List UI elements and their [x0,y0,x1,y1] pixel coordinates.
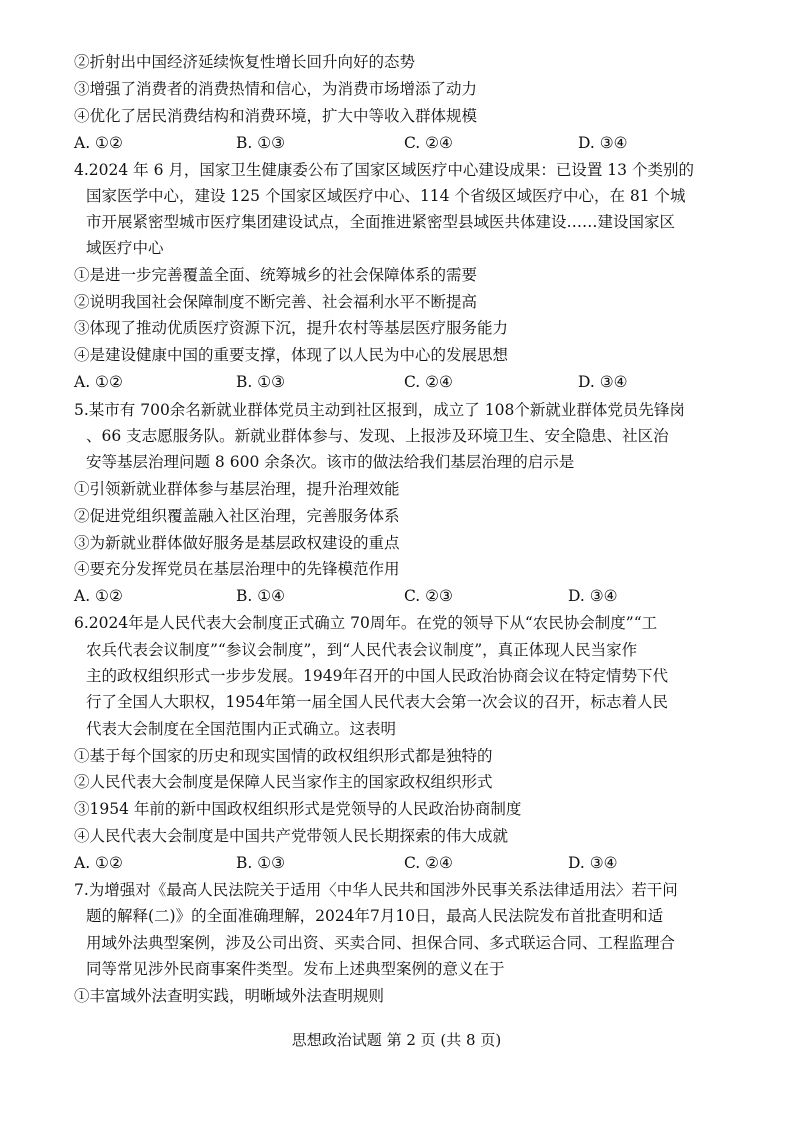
q6-stem-line-4: 行了全国人大职权，1954年第一届全国人民代表大会第一次会议的召开，标志着人民 [86,693,668,711]
q4-item-1: ①是进一步完善覆盖全面、统筹城乡的社会保障体系的需要 [74,266,478,284]
q5-item-2: ②促进党组织覆盖融入社区治理，完善服务体系 [74,507,400,525]
q3-item-2: ②折射出中国经济延续恢复性增长回升向好的态势 [74,53,416,71]
q7-stem-line-1: 7.为增强对《最高人民法院关于适用〈中华人民共和国涉外民事关系法律适用法〉若干问 [74,881,678,899]
q5-options [74,586,674,606]
q4-option-a: A. ①② [74,373,123,391]
q4-item-2: ②说明我国社会保障制度不断完善、社会福利水平不断提高 [74,293,478,311]
q7-stem-line-2: 题的解释(二)》的全面准确理解，2024年7月10日，最高人民法院发布首批查明和适 [86,907,664,925]
q6-stem-line-1: 6.2024年是人民代表大会制度正式确立 70周年。在党的领导下从“农民协会制度”“工 [74,614,658,632]
q4-option-c: C. ②④ [404,373,453,391]
q5-stem-line-1: 5.某市有 700余名新就业群体党员主动到社区报到，成立了 108个新就业群体党员先锋岗 [74,401,685,419]
q6-options [74,853,674,873]
q5-item-4: ④要充分发挥党员在基层治理中的先锋模范作用 [74,560,400,578]
q6-item-1: ①基于每个国家的历史和现实国情的政权组织形式都是独特的 [74,747,493,765]
q5-item-3: ③为新就业群体做好服务是基层政权建设的重点 [74,534,400,552]
q4-options [74,372,674,392]
q4-item-4: ④是建设健康中国的重要支撑，体现了以人民为中心的发展思想 [74,346,509,364]
q4-item-3: ③体现了推动优质医疗资源下沉，提升农村等基层医疗服务能力 [74,319,509,337]
q6-stem-line-3: 主的政权组织形式一步步发展。1949年召开的中国人民政治协商会议在特定情势下代 [86,667,668,685]
q3-option-b: B. ①③ [236,134,286,152]
q3-option-a: A. ①② [74,134,123,152]
q6-option-c: C. ②④ [404,854,453,872]
q6-option-a: A. ①② [74,854,123,872]
q6-item-2: ②人民代表大会制度是保障人民当家作主的国家政权组织形式 [74,773,493,791]
q5-option-c: C. ②③ [404,587,453,605]
q4-option-b: B. ①③ [236,373,286,391]
q4-stem-line-1: 4.2024 年 6 月，国家卫生健康委公布了国家区域医疗中心建设成果：已设置 13 个类别的 [74,161,694,179]
q6-item-3: ③1954 年前的新中国政权组织形式是党领导的人民政治协商制度 [74,800,522,818]
q3-item-4: ④优化了居民消费结构和消费环境，扩大中等收入群体规模 [74,107,478,125]
q4-stem-line-2: 国家医学中心，建设 125 个国家区域医疗中心、114 个省级区域医疗中心，在 81 个城 [86,187,686,205]
q5-option-a: A. ①② [74,587,123,605]
q6-stem-line-5: 代表大会制度在全国范围内正式确立。这表明 [86,720,397,738]
q7-item-1: ①丰富域外法查明实践，明晰域外法查明规则 [74,987,385,1005]
q5-stem-line-2: 、66 支志愿服务队。新就业群体参与、发现、上报涉及环境卫生、安全隐患、社区治 [86,427,669,445]
q4-stem-line-3: 市开展紧密型城市医疗集团建设试点，全面推进紧密型县域医共体建设……建设国家区 [86,213,676,231]
q6-option-d: D. ③④ [568,854,618,872]
q4-option-d: D. ③④ [578,373,628,391]
q3-item-3: ③增强了消费者的消费热情和信心，为消费市场增添了动力 [74,80,478,98]
q4-stem-line-4: 域医疗中心 [86,239,164,257]
q5-option-d: D. ③④ [568,587,618,605]
q3-option-c: C. ②④ [404,134,453,152]
q7-stem-line-4: 同等常见涉外民商事案件类型。发布上述典型案例的意义在于 [86,960,505,978]
q5-stem-line-3: 安等基层治理问题 8 600 余条次。该市的做法给我们基层治理的启示是 [86,453,575,471]
q5-item-1: ①引领新就业群体参与基层治理，提升治理效能 [74,480,400,498]
q6-option-b: B. ①③ [236,854,286,872]
q5-option-b: B. ①④ [236,587,286,605]
page-footer: 思想政治试题 第 2 页 (共 8 页) [291,1031,502,1049]
q6-stem-line-2: 农兵代表会议制度”“参议会制度”，到“人民代表会议制度”，真正体现人民当家作 [86,641,638,659]
q3-options [74,133,674,153]
q6-item-4: ④人民代表大会制度是中国共产党带领人民长期探索的伟大成就 [74,827,509,845]
q7-stem-line-3: 用域外法典型案例，涉及公司出资、买卖合同、担保合同、多式联运合同、工程监理合 [86,934,676,952]
q3-option-d: D. ③④ [578,134,628,152]
